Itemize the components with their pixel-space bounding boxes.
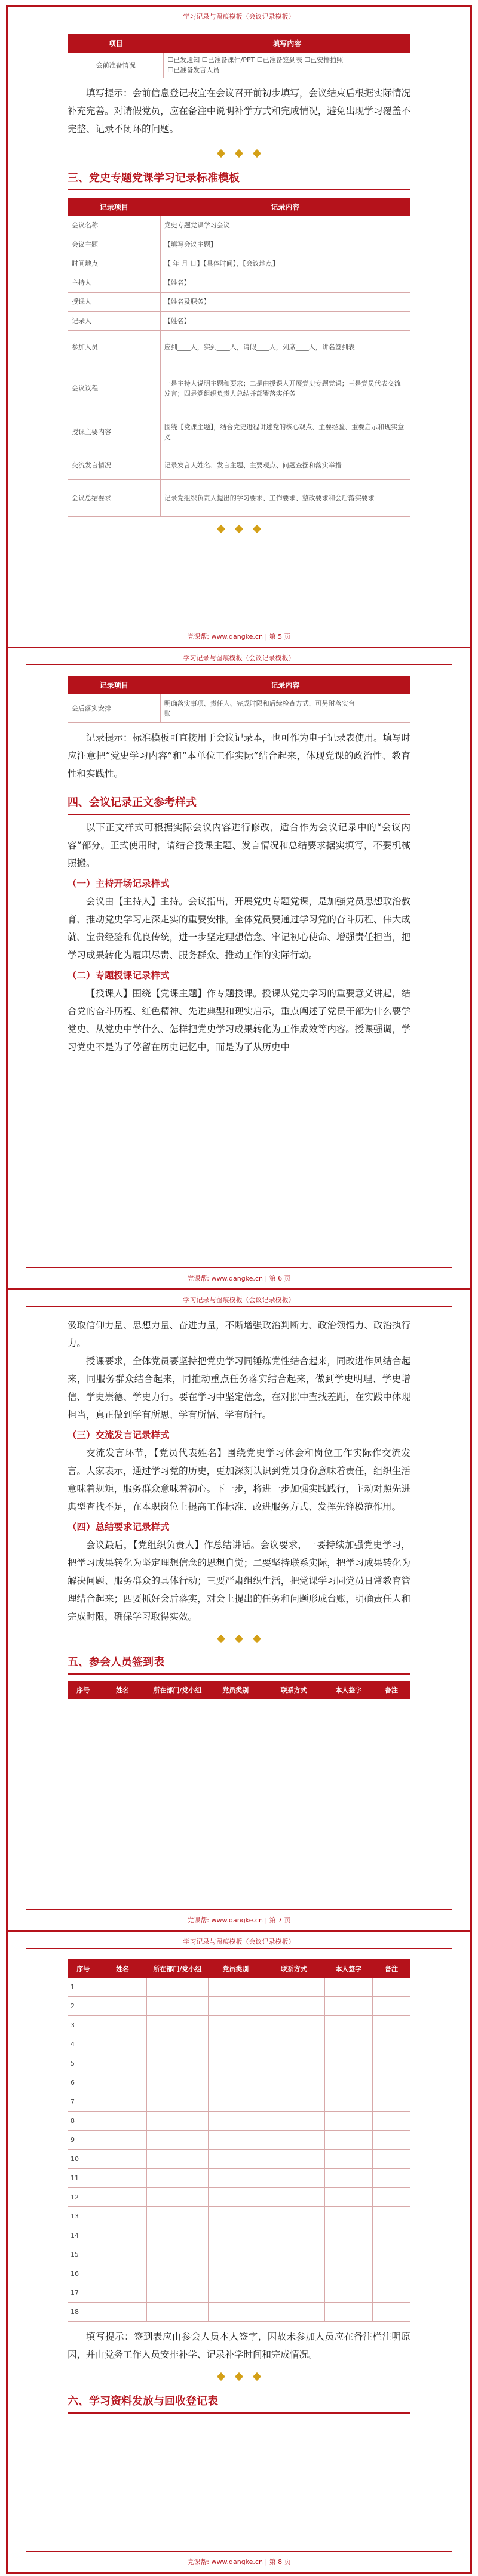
row-number: 16 — [68, 2264, 99, 2283]
table-header: 联系方式 — [263, 1960, 324, 1978]
sign-cell[interactable] — [263, 2016, 324, 2035]
page-header: 学习记录与留痕模板（会议记录模板） — [183, 13, 295, 20]
subheading-4-body: 会议最后，【党组织负责人】作总结讲话。会议要求，一要持续加强党史学习，把学习成果转化为坚定理想信念的思想自觉；二要坚持联系实际，把学习成果转化为解决问题、服务群众的具体行动；三要严肃组织生活，把党课学习同党员日常教育管理结合起来；四要抓好会后落实，对会上提出的任务和问题形成台账，明确责任人和完成时限，确保学习取得实效。 — [68, 1540, 410, 1622]
sign-cell[interactable] — [324, 2092, 372, 2112]
sign-cell[interactable] — [99, 2054, 146, 2073]
sign-cell[interactable] — [372, 1997, 410, 2016]
row-number: 12 — [68, 2188, 99, 2207]
table-row — [68, 1978, 410, 1997]
sign-cell[interactable] — [99, 2150, 146, 2169]
sign-cell[interactable] — [146, 2035, 208, 2054]
page-header: 学习记录与留痕模板（会议记录模板） — [183, 1938, 295, 1946]
sign-cell[interactable] — [263, 2073, 324, 2092]
sign-cell[interactable] — [324, 2303, 372, 2322]
section-rule — [68, 2412, 410, 2414]
table-row — [68, 2245, 410, 2264]
row-label: 主持人 — [68, 273, 161, 293]
footer-link[interactable]: www.dangke.cn — [211, 1275, 263, 1282]
sign-cell[interactable] — [372, 2226, 410, 2245]
row-content: 党史专题党课学习会议 — [160, 216, 410, 235]
sign-cell[interactable] — [208, 2303, 263, 2322]
sign-cell[interactable] — [208, 1997, 263, 2016]
sign-cell[interactable] — [372, 2073, 410, 2092]
sign-cell[interactable] — [324, 1978, 372, 1997]
sign-cell[interactable] — [99, 2092, 146, 2112]
row-label: 交流发言情况 — [68, 451, 161, 480]
page-header: 学习记录与留痕模板（会议记录模板） — [183, 1296, 295, 1304]
row-number: 13 — [68, 2207, 99, 2226]
sign-cell[interactable] — [324, 2073, 372, 2092]
sign-cell[interactable] — [324, 2207, 372, 2226]
row-number: 5 — [68, 2054, 99, 2073]
section-6-title: 六、学习资料发放与回收登记表 — [68, 2395, 218, 2408]
sign-cell[interactable] — [324, 2150, 372, 2169]
sign-in-table-header — [68, 1681, 410, 1699]
sign-cell[interactable] — [263, 1997, 324, 2016]
row-label: 时间地点 — [68, 254, 161, 273]
header-rule — [26, 1948, 452, 1949]
sign-cell[interactable] — [208, 2035, 263, 2054]
sign-cell[interactable] — [372, 2016, 410, 2035]
sign-cell[interactable] — [146, 2245, 208, 2264]
page-8 — [6, 1930, 472, 2574]
subheading-4: （四）总结要求记录样式 — [68, 1521, 170, 1532]
table-row — [68, 2092, 410, 2112]
sign-cell[interactable] — [208, 2245, 263, 2264]
sign-cell[interactable] — [146, 2283, 208, 2303]
table-header: 姓名 — [99, 1960, 146, 1978]
sign-cell[interactable] — [208, 2264, 263, 2283]
row-number: 6 — [68, 2073, 99, 2092]
section-rule — [68, 1673, 410, 1675]
record-tip: 记录提示：标准模板可直接用于会议记录本，也可作为电子记录表使用。填写时应注意把“党史学习内容”和“本单位工作实际”结合起来，体现党课的政治性、教育性和实践性。 — [68, 733, 410, 779]
table-row — [68, 2283, 410, 2303]
row-number: 9 — [68, 2131, 99, 2150]
sign-cell[interactable] — [99, 1997, 146, 2016]
sign-cell[interactable] — [99, 2303, 146, 2322]
page-5 — [6, 5, 472, 649]
table-row — [68, 2303, 410, 2322]
sign-cell[interactable] — [263, 2054, 324, 2073]
sign-cell[interactable] — [208, 2131, 263, 2150]
table-header: 记录内容 — [160, 198, 410, 216]
sign-cell[interactable] — [372, 2188, 410, 2207]
subheading-1-body: 会议由【主持人】主持。会议指出，开展党史专题党课，是加强党员思想政治教育、推动党史学习走深走实的重要安排。全体党员要通过学习党的奋斗历程、伟大成就、宝贵经验和优良传统，进一步坚定理想信念、牢记初心使命、增强责任担当，把学习成果转化为履职尽责、服务群众、推动工作的实际行动。 — [68, 896, 410, 961]
sign-cell[interactable] — [372, 2035, 410, 2054]
sign-cell[interactable] — [208, 2092, 263, 2112]
record-template-table-cont — [68, 676, 410, 723]
sign-cell[interactable] — [146, 2092, 208, 2112]
table-row — [68, 2264, 410, 2283]
table-row — [68, 2150, 410, 2169]
divider-diamonds — [68, 146, 410, 161]
sign-cell[interactable] — [208, 2112, 263, 2131]
row-content: 【姓名】 — [160, 312, 410, 331]
sign-cell[interactable] — [263, 2092, 324, 2112]
table-header: 联系方式 — [263, 1681, 324, 1699]
row-number: 15 — [68, 2245, 99, 2264]
sign-cell[interactable] — [146, 2073, 208, 2092]
page-7 — [6, 1288, 472, 1932]
row-content: 明确落实事项、责任人、完成时限和后续检查方式，可另附落实台 账 — [160, 694, 410, 723]
table-header: 本人签字 — [324, 1681, 372, 1699]
table-header: 记录项目 — [68, 676, 161, 694]
sign-cell[interactable] — [372, 2054, 410, 2073]
sign-cell[interactable] — [324, 2131, 372, 2150]
sign-cell[interactable] — [263, 2112, 324, 2131]
sign-cell[interactable] — [99, 2131, 146, 2150]
header-rule — [26, 664, 452, 665]
row-number: 2 — [68, 1997, 99, 2016]
sign-cell[interactable] — [146, 2303, 208, 2322]
sign-cell[interactable] — [263, 2188, 324, 2207]
sign-cell[interactable] — [99, 2226, 146, 2245]
row-label: 会议名称 — [68, 216, 161, 235]
table-header: 备注 — [372, 1681, 410, 1699]
row-content: 【姓名及职务】 — [160, 293, 410, 312]
sign-cell[interactable] — [263, 2131, 324, 2150]
divider-diamonds — [68, 1632, 410, 1646]
sign-cell[interactable] — [372, 2245, 410, 2264]
subheading-2: （二）专题授课记录样式 — [68, 970, 170, 981]
sign-cell[interactable] — [324, 2169, 372, 2188]
subheading-3-body: 交流发言环节，【党员代表姓名】围绕党史学习体会和岗位工作实际作交流发言。大家表示，通过学习党的历史，更加深刻认识到党员身份意味着责任，组织生活意味着规矩，服务群众意味着初心。下一步，将进一步加强实践践行，主动对照先进典型查找不足，在本职岗位上提高工作标准、改进服务方式、发挥先锋模范作用。 — [68, 1448, 410, 1512]
row-number: 14 — [68, 2226, 99, 2245]
table-header: 项目 — [68, 35, 164, 53]
sign-cell[interactable] — [372, 2303, 410, 2322]
sign-cell[interactable] — [263, 2245, 324, 2264]
sign-cell[interactable] — [146, 2112, 208, 2131]
row-content: 【姓名】 — [160, 273, 410, 293]
table-header: 党员类别 — [208, 1960, 263, 1978]
row-number: 1 — [68, 1978, 99, 1997]
page-6 — [6, 647, 472, 1291]
divider-diamonds — [68, 2369, 410, 2384]
sign-cell[interactable] — [146, 2264, 208, 2283]
row-label: 会后落实安排 — [68, 694, 161, 723]
page-footer: 党课帮: www.dangke.cn | 第 8 页 — [26, 2551, 452, 2566]
sign-cell[interactable] — [324, 2112, 372, 2131]
record-template-table — [68, 198, 410, 517]
table-header: 所在部门/党小组 — [146, 1681, 208, 1699]
header-rule — [26, 1306, 452, 1307]
sign-cell[interactable] — [208, 2188, 263, 2207]
row-label: 会议主题 — [68, 235, 161, 254]
sign-cell[interactable] — [146, 1978, 208, 1997]
footer-link[interactable]: www.dangke.cn — [211, 2558, 263, 2566]
sign-cell[interactable] — [99, 2169, 146, 2188]
sign-cell[interactable] — [99, 2264, 146, 2283]
sign-cell[interactable] — [146, 2150, 208, 2169]
sign-cell[interactable] — [263, 2035, 324, 2054]
sign-cell[interactable] — [146, 2188, 208, 2207]
sign-cell[interactable] — [146, 2226, 208, 2245]
sign-cell[interactable] — [372, 2131, 410, 2150]
row-content: 应到____人，实到____人，请假____人，列席____人，讲名签到表 — [160, 331, 410, 364]
sign-cell[interactable] — [263, 2264, 324, 2283]
table-row — [68, 2226, 410, 2245]
section-3-title: 三、党史专题党课学习记录标准模板 — [68, 172, 240, 184]
row-label: 会前准备情况 — [68, 53, 164, 78]
sign-cell[interactable] — [263, 2226, 324, 2245]
sign-cell[interactable] — [99, 1978, 146, 1997]
sign-cell[interactable] — [263, 2283, 324, 2303]
table-header: 序号 — [68, 1960, 99, 1978]
row-content: 记录党组织负责人提出的学习要求、工作要求、整改要求和会后落实要求 — [160, 480, 410, 517]
sign-cell[interactable] — [324, 2245, 372, 2264]
section-rule — [68, 814, 410, 815]
sign-cell[interactable] — [324, 1997, 372, 2016]
sign-cell[interactable] — [208, 2169, 263, 2188]
sign-cell[interactable] — [99, 2283, 146, 2303]
footer-link[interactable]: www.dangke.cn — [211, 633, 263, 641]
row-content: 一是主持人说明主题和要求；二是由授课人开展党史专题党课；三是党员代表交流发言；四是党组织负责人总结并部署落实任务 — [160, 364, 410, 413]
sign-cell[interactable] — [146, 2016, 208, 2035]
sign-cell[interactable] — [208, 2054, 263, 2073]
sign-cell[interactable] — [324, 2035, 372, 2054]
sign-cell[interactable] — [263, 1978, 324, 1997]
table-row — [68, 2016, 410, 2035]
sign-cell[interactable] — [99, 2112, 146, 2131]
sign-cell[interactable] — [99, 2207, 146, 2226]
sign-cell[interactable] — [146, 2169, 208, 2188]
sign-cell[interactable] — [372, 2207, 410, 2226]
row-number: 18 — [68, 2303, 99, 2322]
sign-cell[interactable] — [208, 1978, 263, 1997]
table-row — [68, 2054, 410, 2073]
sign-cell[interactable] — [372, 2112, 410, 2131]
sign-cell[interactable] — [372, 2283, 410, 2303]
section-5-title: 五、参会人员签到表 — [68, 1656, 164, 1669]
row-number: 10 — [68, 2150, 99, 2169]
sign-cell[interactable] — [324, 2016, 372, 2035]
row-number: 3 — [68, 2016, 99, 2035]
sign-cell[interactable] — [208, 2226, 263, 2245]
sign-cell[interactable] — [263, 2207, 324, 2226]
table-header: 备注 — [372, 1960, 410, 1978]
table-row — [68, 1997, 410, 2016]
sign-cell[interactable] — [372, 2150, 410, 2169]
table-row — [68, 2073, 410, 2092]
sign-cell[interactable] — [324, 2188, 372, 2207]
table-header: 记录内容 — [160, 676, 410, 694]
sign-cell[interactable] — [208, 2283, 263, 2303]
row-number: 4 — [68, 2035, 99, 2054]
sign-cell[interactable] — [146, 2131, 208, 2150]
sign-cell[interactable] — [372, 2264, 410, 2283]
sign-tip: 填写提示：签到表应由参会人员本人签字，因故未参加人员应在备注栏注明原因，并由党务工作人员安排补学、记录补学时间和完成情况。 — [68, 2331, 410, 2360]
sign-cell[interactable] — [208, 2207, 263, 2226]
row-label: 会议议程 — [68, 364, 161, 413]
page-header: 学习记录与留痕模板（会议记录模板） — [183, 654, 295, 662]
sign-cell[interactable] — [372, 2092, 410, 2112]
pre-meeting-table — [68, 34, 410, 78]
teaching-requirements: 授课要求，全体党员要坚持把党史学习同锤炼党性结合起来，同改进作风结合起来，同服务群众结合起来，同推动重点任务落实结合起来，做到学史明理、学史增信、学史崇德、学史力行。要在学习中坚定信念，在对照中查找差距，在实践中体现担当，真正做到学有所思、学有所悟、学有所行。 — [68, 1356, 410, 1420]
table-header: 填写内容 — [164, 35, 410, 53]
subheading-2-body: 【授课人】围绕【党课主题】作专题授课。授课从党史学习的重要意义讲起，结合党的奋斗历程、红色精神、先进典型和现实启示，重点阐述了党员干部为什么要学党史、从党史中学什么、怎样把党史学习成果转化为工作成效等内容。授课强调，学习党史不是为了停留在历史记忆中，而是为了从历史中 — [68, 988, 410, 1052]
row-label: 授课人 — [68, 293, 161, 312]
row-content: 围绕【党课主题】，结合党史进程讲述党的核心观点、主要经验、重要启示和现实意义 — [160, 413, 410, 451]
sign-cell[interactable] — [263, 2150, 324, 2169]
sign-cell[interactable] — [99, 2035, 146, 2054]
table-header: 党员类别 — [208, 1681, 263, 1699]
page-footer: 党课帮: www.dangke.cn | 第 5 页 — [26, 626, 452, 641]
table-header: 姓名 — [99, 1681, 146, 1699]
row-number: 17 — [68, 2283, 99, 2303]
sign-cell[interactable] — [263, 2303, 324, 2322]
sign-cell[interactable] — [324, 2264, 372, 2283]
row-label: 记录人 — [68, 312, 161, 331]
sign-cell[interactable] — [99, 2188, 146, 2207]
row-content: 【 年 月 日】【具体时间】，【会议地点】 — [160, 254, 410, 273]
sign-cell[interactable] — [99, 2245, 146, 2264]
section-rule — [68, 189, 410, 190]
table-row — [68, 2112, 410, 2131]
sign-cell[interactable] — [208, 2016, 263, 2035]
sign-cell[interactable] — [324, 2054, 372, 2073]
row-label: 参加人员 — [68, 331, 161, 364]
page-footer: 党课帮: www.dangke.cn | 第 7 页 — [26, 1909, 452, 1925]
sign-cell[interactable] — [324, 2226, 372, 2245]
table-row — [68, 2207, 410, 2226]
section-4-intro: 以下正文样式可根据实际会议内容进行修改，适合作为会议记录中的“会议内容”部分。正式使用时，请结合授课主题、发言情况和总结要求据实填写，不要机械照搬。 — [68, 822, 410, 869]
row-content: 记录发言人姓名、发言主题、主要观点、问题查摆和落实举措 — [160, 451, 410, 480]
sign-cell[interactable] — [99, 2073, 146, 2092]
table-row — [68, 2169, 410, 2188]
sign-cell[interactable] — [263, 2169, 324, 2188]
sign-cell[interactable] — [146, 2054, 208, 2073]
footer-link[interactable]: www.dangke.cn — [211, 1916, 263, 1924]
table-header: 序号 — [68, 1681, 99, 1699]
fill-tip: 填写提示：会前信息登记表宜在会议召开前初步填写，会议结束后根据实际情况补充完善。对请假党员，应在备注中说明补学方式和完成情况，避免出现学习覆盖不完整、记录不闭环的问题。 — [68, 88, 410, 134]
row-content: ☐已发通知 ☐已准备课件/PPT ☐已准备签到表 ☐已安排拍照 ☐已准备发言人员 — [164, 53, 410, 78]
table-row — [68, 2131, 410, 2150]
sign-cell[interactable] — [372, 1978, 410, 1997]
subheading-3: （三）交流发言记录样式 — [68, 1429, 170, 1441]
table-header: 本人签字 — [324, 1960, 372, 1978]
sign-cell[interactable] — [99, 2016, 146, 2035]
page-footer: 党课帮: www.dangke.cn | 第 6 页 — [26, 1267, 452, 1283]
row-label: 授课主要内容 — [68, 413, 161, 451]
sign-cell[interactable] — [372, 2169, 410, 2188]
divider-diamonds — [68, 522, 410, 536]
continued-text: 汲取信仰力量、思想力量、奋进力量，不断增强政治判断力、政治领悟力、政治执行力。 — [68, 1320, 410, 1349]
row-number: 11 — [68, 2169, 99, 2188]
row-number: 7 — [68, 2092, 99, 2112]
sign-in-table — [68, 1959, 410, 2322]
table-header: 记录项目 — [68, 198, 161, 216]
sign-cell[interactable] — [208, 2150, 263, 2169]
section-4-title: 四、会议记录正文参考样式 — [68, 796, 197, 809]
sign-cell[interactable] — [146, 2207, 208, 2226]
row-label: 会议总结要求 — [68, 480, 161, 517]
row-content: 【填写会议主题】 — [160, 235, 410, 254]
row-number: 8 — [68, 2112, 99, 2131]
sign-cell[interactable] — [324, 2283, 372, 2303]
table-row — [68, 2188, 410, 2207]
sign-cell[interactable] — [146, 1997, 208, 2016]
sign-cell[interactable] — [208, 2073, 263, 2092]
table-row — [68, 2035, 410, 2054]
table-header: 所在部门/党小组 — [146, 1960, 208, 1978]
subheading-1: （一）主持开场记录样式 — [68, 878, 170, 889]
